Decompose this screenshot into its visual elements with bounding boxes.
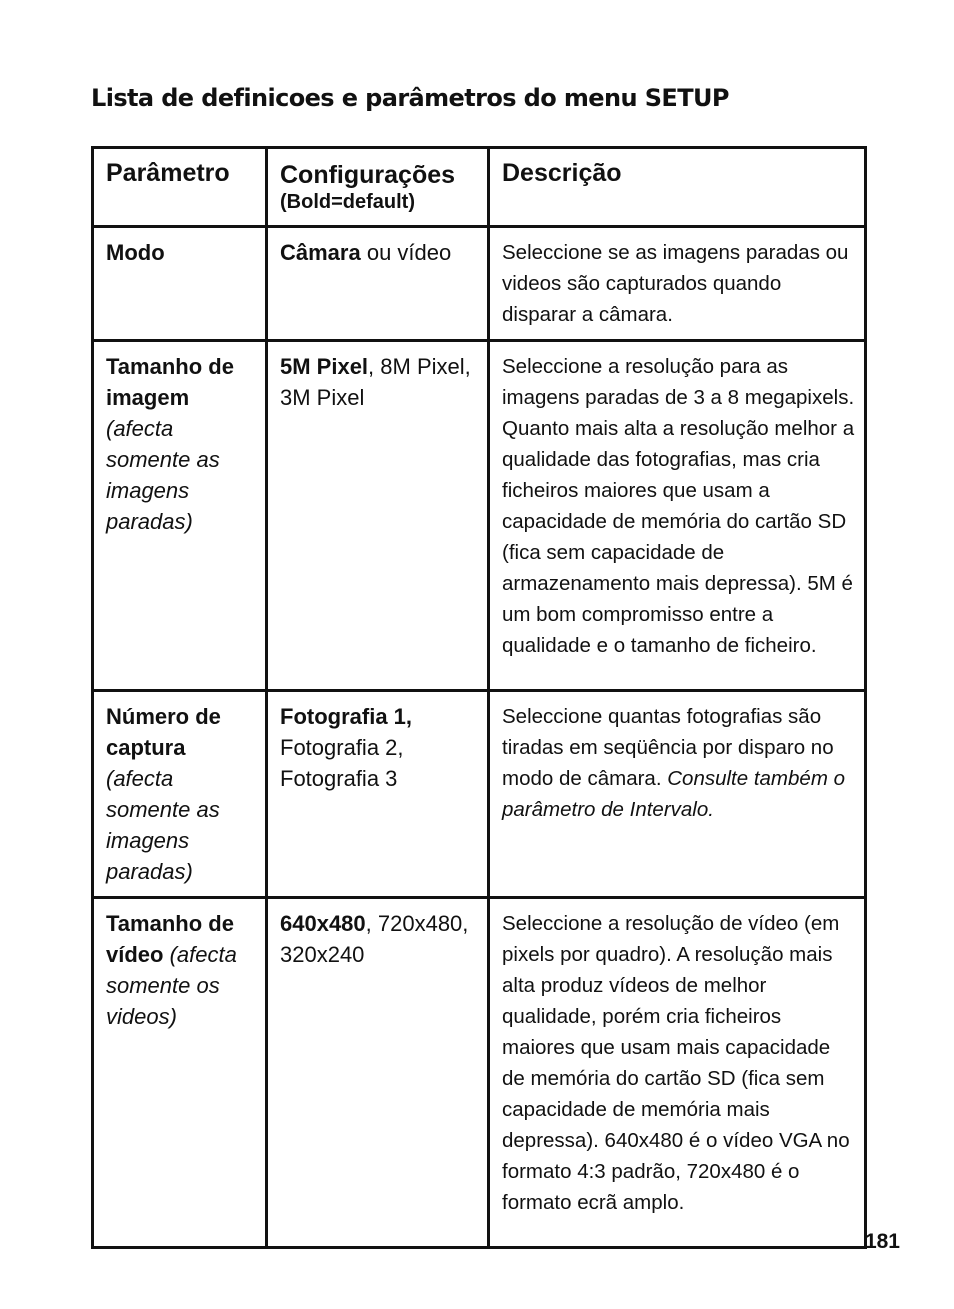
param-cell	[93, 691, 267, 898]
description-text: Seleccione quantas fotografias são tiradas em seqüência por disparo no modo de câmara.	[502, 705, 834, 790]
config-default: 5M Pixel	[280, 354, 369, 379]
config-default: Fotografia 1,	[280, 704, 413, 729]
param-cell	[93, 341, 267, 691]
description-cell	[489, 898, 866, 1248]
config-options: , 8M Pixel, 3M Pixel	[280, 354, 471, 410]
param-note: (afecta somente as imagens paradas)	[106, 416, 220, 534]
description-crossref: Consulte também o parâmetro de Intervalo.	[502, 767, 845, 821]
header-configuracoes	[267, 148, 489, 227]
description-text: Seleccione a resolução para as imagens paradas de 3 a 8 megapixels. Quanto mais alta a resolução melhor a qualidade das fotografias, mas cria ficheiros maiores que usam a capacidade de memória do cartão SD (fica sem capacidade de armazenamento mais depressa). 5M é um bom compromisso entre a qualidade e o tamanho de ficheiro.	[502, 355, 855, 657]
param-name: Tamanho de vídeo	[106, 911, 234, 967]
header-descricao-label: Descrição	[502, 159, 622, 187]
table-row	[93, 691, 866, 898]
header-parametro	[93, 148, 267, 227]
config-options: , 720x480, 320x240	[280, 911, 469, 967]
param-note: (afecta somente os videos)	[106, 942, 237, 1029]
config-default: Câmara	[280, 240, 361, 265]
config-cell	[267, 227, 489, 341]
description-text: Seleccione se as imagens paradas ou videos são capturados quando disparar a câmara.	[502, 241, 849, 326]
description-cell	[489, 691, 866, 898]
page-title: Lista de definicoes e parâmetros do menu SETUP	[91, 84, 729, 112]
header-configuracoes-note: (Bold=default)	[280, 191, 415, 213]
header-descricao	[489, 148, 866, 227]
param-name: Modo	[106, 240, 165, 265]
param-name: Tamanho de imagem	[106, 354, 234, 410]
page-number: 181	[864, 1230, 900, 1253]
description-cell	[489, 341, 866, 691]
table-row	[93, 341, 866, 691]
config-cell	[267, 898, 489, 1248]
description-cell	[489, 227, 866, 341]
param-cell	[93, 227, 267, 341]
config-options: ou vídeo	[360, 240, 452, 265]
config-options: Fotografia 2, Fotografia 3	[280, 735, 404, 791]
config-default: 640x480	[280, 911, 366, 936]
param-cell	[93, 898, 267, 1248]
param-name: Número de captura	[106, 704, 221, 760]
description-text: Seleccione a resolução de vídeo (em pixels por quadro). A resolução mais alta produz vídeos de melhor qualidade, porém cria ficheiros maiores que usam mais capacidade de memória do cartão SD (fica sem capacidade de memória mais depressa). 640x480 é o vídeo VGA no formato 4:3 padrão, 720x480 é o formato ecrã amplo.	[502, 912, 850, 1214]
config-cell	[267, 341, 489, 691]
setup-parameters-table	[91, 146, 867, 1249]
table-row	[93, 898, 866, 1248]
param-note: (afecta somente as imagens paradas)	[106, 766, 220, 884]
table-header-row	[93, 148, 866, 227]
config-cell	[267, 691, 489, 898]
header-parametro-label: Parâmetro	[106, 159, 230, 187]
table-row	[93, 227, 866, 341]
header-configuracoes-label: Configurações	[280, 161, 456, 189]
